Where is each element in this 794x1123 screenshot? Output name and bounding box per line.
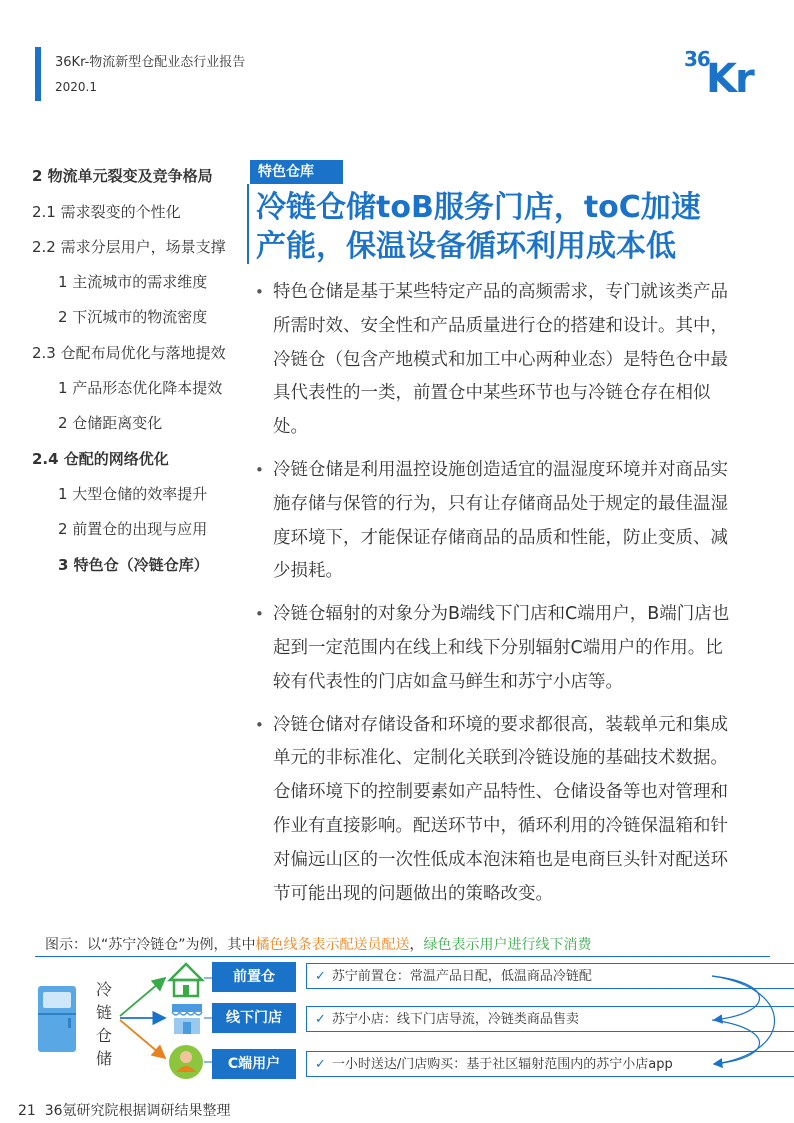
toc-item[interactable]: 2.3 仓配布局优化与落地提效 — [32, 344, 226, 362]
bullet-paragraph — [255, 454, 730, 589]
desc-text: 一小时送达/门店购买：基于社区辐射范围内的苏宁小店app — [331, 1057, 673, 1072]
source-char: 冷 — [95, 980, 112, 999]
body-text — [255, 276, 730, 920]
fridge-icon — [38, 986, 76, 1052]
section-tag: 特色仓库 — [250, 160, 343, 184]
page-number: 21 — [18, 1103, 36, 1119]
title-accent-line — [247, 184, 249, 264]
bullet-dot-icon: • — [255, 460, 264, 479]
toc-item[interactable]: 2.1 需求裂变的个性化 — [32, 203, 181, 221]
check-icon: ✓ — [315, 1057, 326, 1072]
check-icon: ✓ — [315, 969, 326, 984]
bullet-paragraph — [255, 276, 730, 445]
toc-item[interactable]: 2 物流单元裂变及竞争格局 — [32, 167, 213, 185]
c-end-user-label: C端用户 — [212, 1049, 296, 1079]
c-end-user-desc — [306, 1051, 794, 1077]
toc-item[interactable]: 1 主流城市的需求维度 — [58, 273, 208, 291]
source-vertical-label — [94, 978, 114, 1070]
arrow-to-user — [120, 1020, 165, 1058]
figure-caption — [45, 934, 592, 954]
toc-item[interactable]: 2.2 需求分层用户，场景支撑 — [32, 238, 226, 256]
house-icon — [170, 964, 202, 996]
caption-sep: ， — [409, 937, 424, 953]
page-footer — [18, 1100, 231, 1120]
bullet-text: 冷链仓辐射的对象分为B端线下门店和C端用户，B端门店也起到一定范围内在线上和线下分别辐射C端用户的作用。比较有代表性的门店如盒马鲜生和苏宁小店等。 — [273, 604, 730, 692]
source-char: 仓 — [95, 1026, 112, 1045]
bullet-paragraph — [255, 709, 730, 912]
caption-prefix: 图示：以“苏宁冷链仓”为例，其中 — [45, 937, 256, 953]
toc-item[interactable]: 1 大型仓储的效率提升 — [58, 485, 208, 503]
36kr-logo — [682, 40, 764, 96]
desc-text: 苏宁小店：线下门店导流，冷链类商品售卖 — [331, 1012, 579, 1027]
check-icon: ✓ — [315, 1012, 326, 1027]
report-date: 2020.1 — [55, 80, 97, 94]
logo-36: 36 — [684, 47, 710, 71]
caption-divider — [35, 956, 770, 957]
user-icon — [169, 1045, 203, 1079]
toc-item[interactable]: 2 下沉城市的物流密度 — [58, 308, 208, 326]
bullet-text: 特色仓储是基于某些特定产品的高频需求，专门就该类产品所需时效、安全性和产品质量进行仓的搭建和设计。其中，冷链仓（包含产地模式和加工中心两种业态）是特色仓中最具代表性的一类，前置仓中某些环节也与冷链仓存在相似处。 — [273, 282, 728, 438]
toc-item[interactable]: 2 仓储距离变化 — [58, 414, 163, 432]
bullet-dot-icon: • — [255, 283, 264, 301]
report-title: 36Kr-物流新型仓配业态行业报告 — [55, 55, 246, 70]
header-accent-bar — [35, 47, 41, 101]
source-char: 储 — [95, 1049, 112, 1068]
source-char: 链 — [95, 1003, 112, 1022]
toc-item-current[interactable]: 3 特色仓（冷链仓库） — [58, 556, 209, 574]
logo-kr: Kr — [706, 56, 753, 96]
bullet-dot-icon: • — [255, 605, 264, 624]
desc-text: 苏宁前置仓：常温产品日配，低温商品冷链配 — [331, 969, 592, 984]
footer-source: 36氪研究院根据调研结果整理 — [44, 1103, 231, 1119]
title-line-1: 冷链仓储toB服务门店，toC加速 — [256, 190, 701, 225]
bullet-dot-icon: • — [255, 715, 264, 734]
toc-item[interactable]: 1 产品形态优化降本提效 — [58, 379, 223, 397]
store-icon — [172, 1004, 202, 1034]
offline-store-desc — [306, 1006, 794, 1032]
bullet-text: 冷链仓储对存储设备和环境的要求都很高，装载单元和集成单元的非标准化、定制化关联到冷链设施的基础技术数据。仓储环境下的控制要素如产品特性、仓储设备等也对管理和作业有直接影响。配送环节中，循环利用的冷链保温箱和针对偏远山区的一次性低成本泡沫箱也是电商巨头针对配送环节可能出现的问题做出的策略改变。 — [273, 714, 728, 904]
toc-item[interactable]: 2 前置仓的出现与应用 — [58, 520, 208, 538]
title-line-2: 产能，保温设备循环利用成本低 — [256, 229, 676, 264]
caption-orange: 橘色线条表示配送员配送 — [255, 937, 410, 953]
section-title — [256, 188, 736, 266]
front-warehouse-desc — [306, 963, 794, 989]
bullet-text: 冷链仓储是利用温控设施创造适宜的温湿度环境并对商品实施存储与保管的行为，只有让存储商品处于规定的最佳温湿度环境下，才能保证存储商品的品质和性能，防止变质、减少损耗。 — [273, 459, 728, 582]
bullet-paragraph — [255, 598, 730, 699]
front-warehouse-label: 前置仓 — [212, 962, 296, 992]
offline-store-label: 线下门店 — [212, 1003, 296, 1033]
arrow-to-front-warehouse — [120, 978, 165, 1016]
caption-green: 绿色表示用户进行线下消费 — [423, 937, 592, 953]
toc-item[interactable]: 2.4 仓配的网络优化 — [32, 450, 169, 468]
